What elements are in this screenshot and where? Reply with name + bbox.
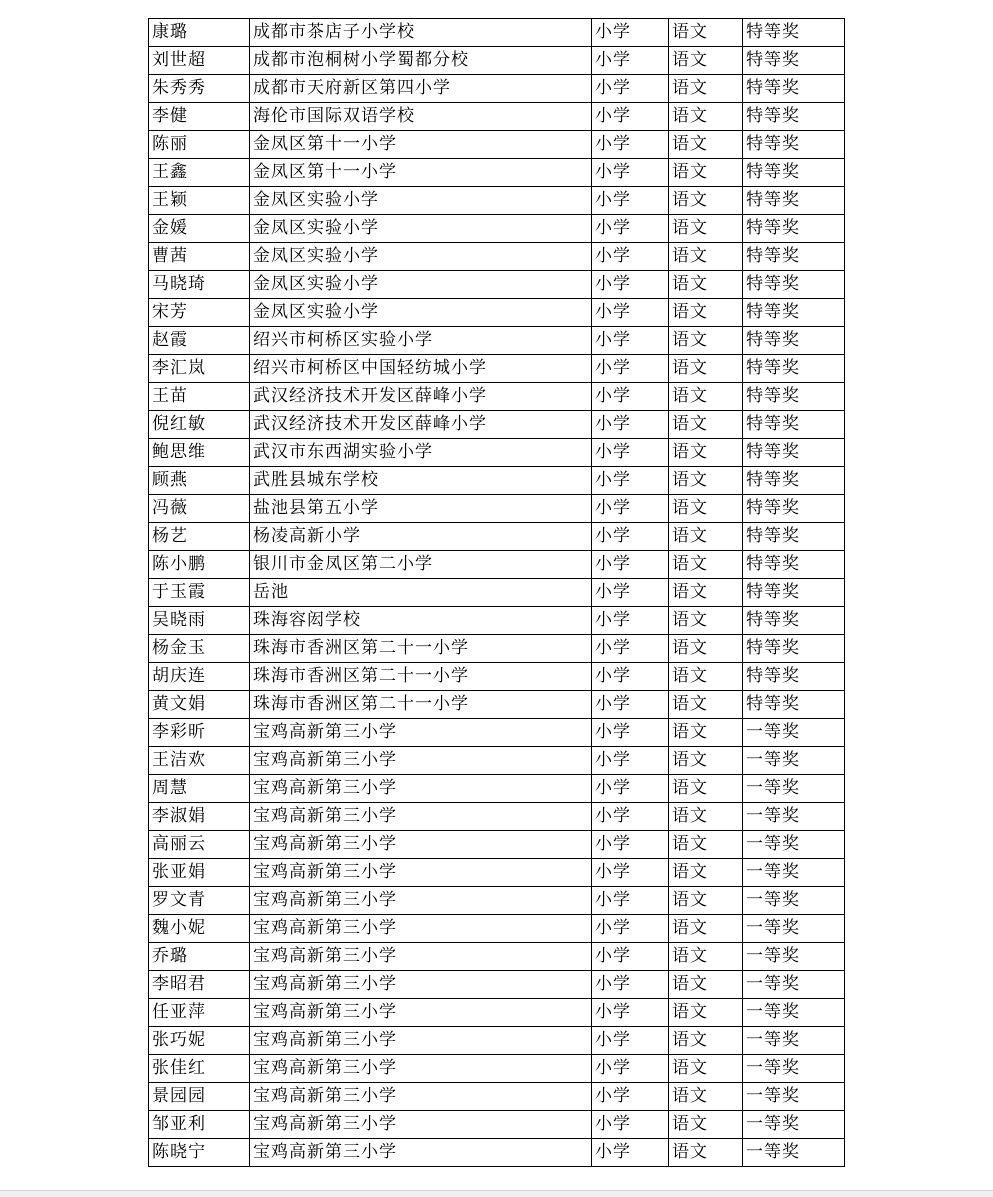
award-cell: 特等奖 <box>743 635 845 663</box>
level-cell: 小学 <box>592 243 669 271</box>
subject-cell: 语文 <box>669 1027 743 1055</box>
level-cell: 小学 <box>592 943 669 971</box>
subject-cell: 语文 <box>669 747 743 775</box>
subject-cell: 语文 <box>669 887 743 915</box>
school-cell: 盐池县第五小学 <box>250 495 592 523</box>
school-cell: 珠海市香洲区第二十一小学 <box>250 663 592 691</box>
name-cell: 康璐 <box>149 19 250 47</box>
award-cell: 特等奖 <box>743 131 845 159</box>
table-row <box>149 1027 845 1055</box>
table-row <box>149 243 845 271</box>
level-cell: 小学 <box>592 215 669 243</box>
award-cell: 特等奖 <box>743 187 845 215</box>
school-cell: 宝鸡高新第三小学 <box>250 999 592 1027</box>
award-cell: 特等奖 <box>743 103 845 131</box>
table-row <box>149 915 845 943</box>
subject-cell: 语文 <box>669 19 743 47</box>
award-cell: 一等奖 <box>743 775 845 803</box>
school-cell: 绍兴市柯桥区中国轻纺城小学 <box>250 355 592 383</box>
level-cell: 小学 <box>592 19 669 47</box>
table-row <box>149 131 845 159</box>
table-row <box>149 971 845 999</box>
award-cell: 特等奖 <box>743 19 845 47</box>
name-cell: 王颖 <box>149 187 250 215</box>
award-cell: 特等奖 <box>743 383 845 411</box>
school-cell: 宝鸡高新第三小学 <box>250 1083 592 1111</box>
school-cell: 宝鸡高新第三小学 <box>250 1111 592 1139</box>
table-row <box>149 327 845 355</box>
award-cell: 特等奖 <box>743 299 845 327</box>
school-cell: 宝鸡高新第三小学 <box>250 803 592 831</box>
school-cell: 银川市金凤区第二小学 <box>250 551 592 579</box>
award-cell: 特等奖 <box>743 495 845 523</box>
level-cell: 小学 <box>592 159 669 187</box>
level-cell: 小学 <box>592 999 669 1027</box>
subject-cell: 语文 <box>669 859 743 887</box>
level-cell: 小学 <box>592 1083 669 1111</box>
subject-cell: 语文 <box>669 523 743 551</box>
name-cell: 陈晓宁 <box>149 1139 250 1167</box>
award-cell: 一等奖 <box>743 943 845 971</box>
subject-cell: 语文 <box>669 131 743 159</box>
name-cell: 李健 <box>149 103 250 131</box>
table-row <box>149 383 845 411</box>
school-cell: 武汉经济技术开发区薛峰小学 <box>250 383 592 411</box>
subject-cell: 语文 <box>669 495 743 523</box>
table-row <box>149 999 845 1027</box>
subject-cell: 语文 <box>669 327 743 355</box>
name-cell: 曹茜 <box>149 243 250 271</box>
school-cell: 武胜县城东学校 <box>250 467 592 495</box>
subject-cell: 语文 <box>669 803 743 831</box>
table-row <box>149 943 845 971</box>
table-row <box>149 467 845 495</box>
award-cell: 特等奖 <box>743 607 845 635</box>
level-cell: 小学 <box>592 495 669 523</box>
name-cell: 冯薇 <box>149 495 250 523</box>
table-row <box>149 691 845 719</box>
level-cell: 小学 <box>592 971 669 999</box>
award-cell: 一等奖 <box>743 803 845 831</box>
table-row <box>149 635 845 663</box>
level-cell: 小学 <box>592 1139 669 1167</box>
table-row <box>149 803 845 831</box>
school-cell: 金凤区实验小学 <box>250 243 592 271</box>
table-row <box>149 495 845 523</box>
name-cell: 高丽云 <box>149 831 250 859</box>
level-cell: 小学 <box>592 103 669 131</box>
school-cell: 宝鸡高新第三小学 <box>250 1055 592 1083</box>
award-cell: 特等奖 <box>743 75 845 103</box>
subject-cell: 语文 <box>669 243 743 271</box>
subject-cell: 语文 <box>669 1083 743 1111</box>
level-cell: 小学 <box>592 859 669 887</box>
name-cell: 杨金玉 <box>149 635 250 663</box>
award-cell: 特等奖 <box>743 411 845 439</box>
level-cell: 小学 <box>592 327 669 355</box>
name-cell: 景园园 <box>149 1083 250 1111</box>
subject-cell: 语文 <box>669 299 743 327</box>
award-cell: 一等奖 <box>743 1139 845 1167</box>
subject-cell: 语文 <box>669 551 743 579</box>
award-cell: 特等奖 <box>743 243 845 271</box>
level-cell: 小学 <box>592 271 669 299</box>
table-row <box>149 215 845 243</box>
level-cell: 小学 <box>592 719 669 747</box>
table-row <box>149 355 845 383</box>
name-cell: 邹亚利 <box>149 1111 250 1139</box>
subject-cell: 语文 <box>669 971 743 999</box>
subject-cell: 语文 <box>669 467 743 495</box>
subject-cell: 语文 <box>669 663 743 691</box>
level-cell: 小学 <box>592 831 669 859</box>
school-cell: 宝鸡高新第三小学 <box>250 775 592 803</box>
school-cell: 宝鸡高新第三小学 <box>250 1139 592 1167</box>
level-cell: 小学 <box>592 411 669 439</box>
award-cell: 一等奖 <box>743 999 845 1027</box>
table-row <box>149 607 845 635</box>
name-cell: 王洁欢 <box>149 747 250 775</box>
level-cell: 小学 <box>592 663 669 691</box>
school-cell: 岳池 <box>250 579 592 607</box>
name-cell: 陈丽 <box>149 131 250 159</box>
subject-cell: 语文 <box>669 1139 743 1167</box>
level-cell: 小学 <box>592 1027 669 1055</box>
subject-cell: 语文 <box>669 355 743 383</box>
subject-cell: 语文 <box>669 411 743 439</box>
name-cell: 朱秀秀 <box>149 75 250 103</box>
award-cell: 特等奖 <box>743 47 845 75</box>
school-cell: 绍兴市柯桥区实验小学 <box>250 327 592 355</box>
school-cell: 宝鸡高新第三小学 <box>250 915 592 943</box>
level-cell: 小学 <box>592 75 669 103</box>
table-row <box>149 775 845 803</box>
table-row <box>149 103 845 131</box>
subject-cell: 语文 <box>669 607 743 635</box>
school-cell: 金凤区实验小学 <box>250 215 592 243</box>
award-cell: 特等奖 <box>743 467 845 495</box>
table-row <box>149 1111 845 1139</box>
name-cell: 杨艺 <box>149 523 250 551</box>
awards-table <box>148 18 845 1167</box>
table-row <box>149 859 845 887</box>
level-cell: 小学 <box>592 551 669 579</box>
name-cell: 陈小鹏 <box>149 551 250 579</box>
table-row <box>149 187 845 215</box>
level-cell: 小学 <box>592 187 669 215</box>
name-cell: 魏小妮 <box>149 915 250 943</box>
school-cell: 宝鸡高新第三小学 <box>250 943 592 971</box>
name-cell: 李淑娟 <box>149 803 250 831</box>
school-cell: 宝鸡高新第三小学 <box>250 887 592 915</box>
school-cell: 杨凌高新小学 <box>250 523 592 551</box>
name-cell: 赵霞 <box>149 327 250 355</box>
award-cell: 一等奖 <box>743 831 845 859</box>
award-cell: 一等奖 <box>743 915 845 943</box>
school-cell: 宝鸡高新第三小学 <box>250 747 592 775</box>
name-cell: 张佳红 <box>149 1055 250 1083</box>
award-cell: 特等奖 <box>743 159 845 187</box>
school-cell: 珠海容闳学校 <box>250 607 592 635</box>
subject-cell: 语文 <box>669 103 743 131</box>
table-row <box>149 47 845 75</box>
school-cell: 成都市茶店子小学校 <box>250 19 592 47</box>
award-cell: 一等奖 <box>743 1083 845 1111</box>
name-cell: 王苗 <box>149 383 250 411</box>
award-cell: 特等奖 <box>743 579 845 607</box>
table-row <box>149 159 845 187</box>
school-cell: 金凤区实验小学 <box>250 299 592 327</box>
name-cell: 宋芳 <box>149 299 250 327</box>
level-cell: 小学 <box>592 803 669 831</box>
school-cell: 武汉市东西湖实验小学 <box>250 439 592 467</box>
name-cell: 周慧 <box>149 775 250 803</box>
award-cell: 特等奖 <box>743 691 845 719</box>
award-cell: 一等奖 <box>743 1111 845 1139</box>
award-cell: 一等奖 <box>743 971 845 999</box>
award-cell: 特等奖 <box>743 523 845 551</box>
award-cell: 特等奖 <box>743 551 845 579</box>
level-cell: 小学 <box>592 47 669 75</box>
table-row <box>149 439 845 467</box>
subject-cell: 语文 <box>669 635 743 663</box>
subject-cell: 语文 <box>669 187 743 215</box>
level-cell: 小学 <box>592 439 669 467</box>
table-row <box>149 75 845 103</box>
name-cell: 刘世超 <box>149 47 250 75</box>
name-cell: 马晓琦 <box>149 271 250 299</box>
subject-cell: 语文 <box>669 271 743 299</box>
school-cell: 金凤区实验小学 <box>250 187 592 215</box>
table-row <box>149 19 845 47</box>
level-cell: 小学 <box>592 635 669 663</box>
name-cell: 顾燕 <box>149 467 250 495</box>
school-cell: 宝鸡高新第三小学 <box>250 859 592 887</box>
level-cell: 小学 <box>592 747 669 775</box>
school-cell: 成都市泡桐树小学蜀都分校 <box>250 47 592 75</box>
level-cell: 小学 <box>592 467 669 495</box>
name-cell: 李昭君 <box>149 971 250 999</box>
subject-cell: 语文 <box>669 579 743 607</box>
table-row <box>149 1083 845 1111</box>
award-cell: 特等奖 <box>743 271 845 299</box>
table-row <box>149 747 845 775</box>
subject-cell: 语文 <box>669 1111 743 1139</box>
school-cell: 金凤区第十一小学 <box>250 131 592 159</box>
name-cell: 王鑫 <box>149 159 250 187</box>
level-cell: 小学 <box>592 131 669 159</box>
name-cell: 于玉霞 <box>149 579 250 607</box>
name-cell: 鲍思维 <box>149 439 250 467</box>
name-cell: 胡庆连 <box>149 663 250 691</box>
level-cell: 小学 <box>592 691 669 719</box>
award-cell: 特等奖 <box>743 327 845 355</box>
subject-cell: 语文 <box>669 719 743 747</box>
award-cell: 一等奖 <box>743 887 845 915</box>
award-cell: 一等奖 <box>743 1027 845 1055</box>
level-cell: 小学 <box>592 887 669 915</box>
school-cell: 海伦市国际双语学校 <box>250 103 592 131</box>
table-row <box>149 1139 845 1167</box>
award-cell: 一等奖 <box>743 1055 845 1083</box>
subject-cell: 语文 <box>669 383 743 411</box>
name-cell: 金媛 <box>149 215 250 243</box>
table-row <box>149 271 845 299</box>
school-cell: 珠海市香洲区第二十一小学 <box>250 691 592 719</box>
table-row <box>149 523 845 551</box>
level-cell: 小学 <box>592 523 669 551</box>
school-cell: 金凤区第十一小学 <box>250 159 592 187</box>
level-cell: 小学 <box>592 607 669 635</box>
name-cell: 黄文娟 <box>149 691 250 719</box>
school-cell: 宝鸡高新第三小学 <box>250 831 592 859</box>
level-cell: 小学 <box>592 915 669 943</box>
awards-table-body <box>149 19 845 1167</box>
name-cell: 乔璐 <box>149 943 250 971</box>
award-cell: 一等奖 <box>743 859 845 887</box>
award-cell: 特等奖 <box>743 215 845 243</box>
subject-cell: 语文 <box>669 47 743 75</box>
subject-cell: 语文 <box>669 943 743 971</box>
school-cell: 珠海市香洲区第二十一小学 <box>250 635 592 663</box>
school-cell: 宝鸡高新第三小学 <box>250 719 592 747</box>
name-cell: 罗文青 <box>149 887 250 915</box>
level-cell: 小学 <box>592 579 669 607</box>
table-row <box>149 887 845 915</box>
subject-cell: 语文 <box>669 999 743 1027</box>
award-cell: 特等奖 <box>743 355 845 383</box>
table-row <box>149 663 845 691</box>
level-cell: 小学 <box>592 299 669 327</box>
school-cell: 成都市天府新区第四小学 <box>250 75 592 103</box>
award-cell: 特等奖 <box>743 663 845 691</box>
table-row <box>149 831 845 859</box>
level-cell: 小学 <box>592 355 669 383</box>
page-bottom-edge <box>0 1190 993 1197</box>
table-row <box>149 719 845 747</box>
subject-cell: 语文 <box>669 915 743 943</box>
award-cell: 一等奖 <box>743 747 845 775</box>
name-cell: 李彩昕 <box>149 719 250 747</box>
subject-cell: 语文 <box>669 1055 743 1083</box>
name-cell: 李汇岚 <box>149 355 250 383</box>
award-cell: 特等奖 <box>743 439 845 467</box>
level-cell: 小学 <box>592 383 669 411</box>
award-cell: 一等奖 <box>743 719 845 747</box>
subject-cell: 语文 <box>669 159 743 187</box>
table-row <box>149 579 845 607</box>
level-cell: 小学 <box>592 1055 669 1083</box>
table-row <box>149 1055 845 1083</box>
school-cell: 宝鸡高新第三小学 <box>250 1027 592 1055</box>
subject-cell: 语文 <box>669 775 743 803</box>
subject-cell: 语文 <box>669 75 743 103</box>
subject-cell: 语文 <box>669 691 743 719</box>
table-row <box>149 411 845 439</box>
name-cell: 任亚萍 <box>149 999 250 1027</box>
school-cell: 宝鸡高新第三小学 <box>250 971 592 999</box>
name-cell: 倪红敏 <box>149 411 250 439</box>
name-cell: 张亚娟 <box>149 859 250 887</box>
subject-cell: 语文 <box>669 439 743 467</box>
subject-cell: 语文 <box>669 215 743 243</box>
name-cell: 张巧妮 <box>149 1027 250 1055</box>
level-cell: 小学 <box>592 775 669 803</box>
table-row <box>149 551 845 579</box>
school-cell: 武汉经济技术开发区薛峰小学 <box>250 411 592 439</box>
table-row <box>149 299 845 327</box>
name-cell: 吴晓雨 <box>149 607 250 635</box>
subject-cell: 语文 <box>669 831 743 859</box>
level-cell: 小学 <box>592 1111 669 1139</box>
school-cell: 金凤区实验小学 <box>250 271 592 299</box>
